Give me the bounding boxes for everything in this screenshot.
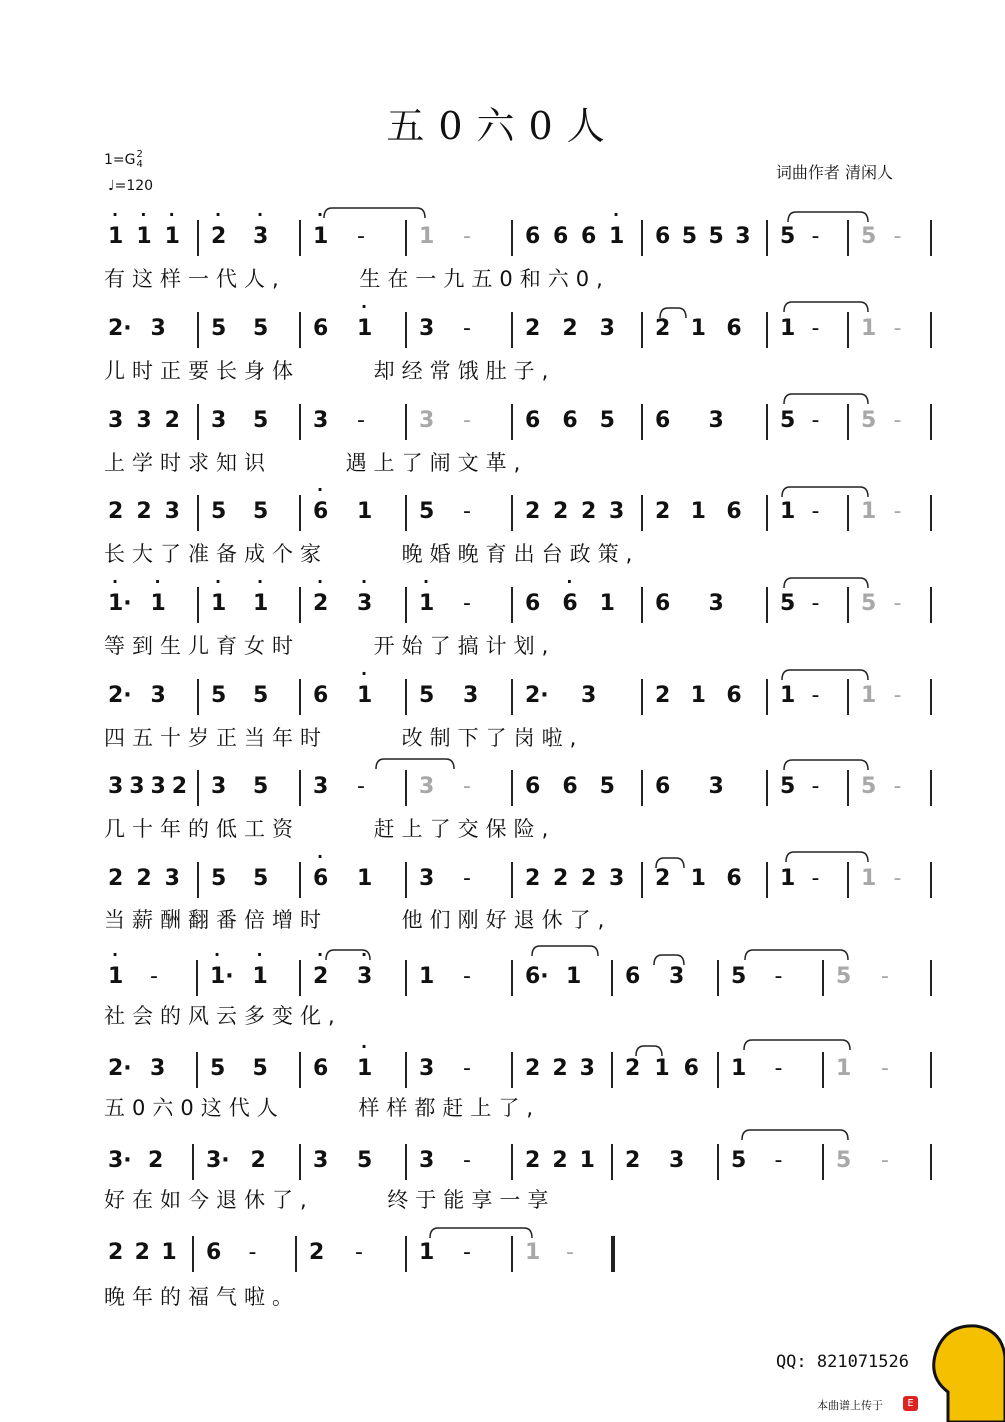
slur-arc bbox=[532, 946, 598, 956]
slur-arc bbox=[784, 578, 868, 588]
note: 5 bbox=[252, 1056, 268, 1081]
note: 2 bbox=[136, 499, 152, 524]
note: 3 bbox=[313, 408, 329, 433]
note: 2 bbox=[108, 1240, 124, 1265]
note: 1 bbox=[419, 964, 435, 989]
note: 6 bbox=[525, 224, 541, 249]
note: 5 bbox=[836, 964, 852, 989]
note: 5 bbox=[780, 774, 796, 799]
hold-dash: - bbox=[811, 499, 820, 524]
hold-dash: - bbox=[811, 866, 820, 891]
note: 6 bbox=[562, 408, 578, 433]
lyric-line: 晚年的福气啦。 bbox=[104, 1285, 300, 1309]
note: 2 bbox=[309, 1240, 325, 1265]
note: 3 bbox=[419, 774, 435, 799]
hold-dash: - bbox=[811, 774, 820, 799]
hold-dash: - bbox=[150, 964, 158, 989]
note: 6 bbox=[625, 964, 641, 989]
slur-arc bbox=[430, 1228, 532, 1238]
note: 2 bbox=[148, 1148, 164, 1173]
note: 5 bbox=[253, 774, 269, 799]
note: 1 bbox=[357, 1056, 373, 1081]
note: 2 bbox=[525, 1056, 541, 1081]
note: 5 bbox=[211, 316, 227, 341]
note: 1· bbox=[108, 591, 132, 616]
note: 6 bbox=[726, 683, 742, 708]
slur-arc bbox=[636, 1046, 662, 1056]
slur-arc bbox=[324, 208, 425, 218]
note: 6 bbox=[313, 866, 329, 891]
note: 1 bbox=[357, 683, 373, 708]
note: 2 bbox=[108, 499, 124, 524]
slur-arc bbox=[654, 955, 684, 965]
note: 6 bbox=[726, 499, 742, 524]
note: 2 bbox=[250, 1148, 266, 1173]
hold-dash: - bbox=[893, 866, 902, 891]
note: 3 bbox=[164, 866, 180, 891]
octave-dot-high: · bbox=[112, 945, 119, 964]
note: 1 bbox=[164, 224, 180, 249]
note: 1 bbox=[150, 591, 166, 616]
hold-dash: - bbox=[463, 1240, 471, 1265]
note: 3· bbox=[206, 1148, 230, 1173]
note: 3 bbox=[708, 408, 724, 433]
note: 3 bbox=[150, 683, 166, 708]
note: 5 bbox=[861, 408, 877, 433]
note: 1 bbox=[357, 316, 373, 341]
lyric-line: 有这样一代人, 生在一九五0和六0, bbox=[104, 267, 610, 291]
note: 3 bbox=[150, 1056, 166, 1081]
note: 5 bbox=[211, 499, 227, 524]
octave-dot-high: · bbox=[317, 205, 324, 224]
octave-dot-high: · bbox=[215, 572, 222, 591]
hold-dash: - bbox=[248, 1240, 257, 1265]
octave-dot-high: · bbox=[112, 205, 119, 224]
hold-dash: - bbox=[893, 774, 902, 799]
hold-dash: - bbox=[811, 408, 820, 433]
note: 5 bbox=[780, 224, 796, 249]
note: 6 bbox=[525, 408, 541, 433]
note: 3 bbox=[419, 866, 435, 891]
note: 6 bbox=[525, 591, 541, 616]
note: 3 bbox=[463, 683, 479, 708]
note: 2 bbox=[625, 1148, 641, 1173]
lyric-line: 几十年的低工资 赶上了交保险, bbox=[104, 817, 556, 841]
note: 5 bbox=[210, 1056, 226, 1081]
lyric-line: 长大了准备成个家 晚婚晚育出台政策, bbox=[104, 542, 640, 566]
lyric-line: 儿时正要长身体 却经常饿肚子, bbox=[104, 359, 556, 383]
mascot-head-icon bbox=[918, 1322, 1005, 1422]
note: 5 bbox=[357, 1148, 373, 1173]
note: 1 bbox=[599, 591, 615, 616]
time-sig-bottom: 4 bbox=[136, 159, 143, 170]
note: 1 bbox=[836, 1056, 852, 1081]
note: 3 bbox=[419, 1148, 435, 1173]
note: 3 bbox=[211, 408, 227, 433]
note: 2 bbox=[134, 1240, 150, 1265]
note: 2 bbox=[553, 866, 569, 891]
note: 3 bbox=[581, 683, 597, 708]
slur-arc bbox=[376, 759, 454, 769]
note: 1 bbox=[419, 1240, 435, 1265]
hold-dash: - bbox=[463, 866, 471, 891]
site-logo-icon: E bbox=[903, 1396, 918, 1411]
note: 6 bbox=[525, 774, 541, 799]
note: 3 bbox=[599, 316, 615, 341]
octave-dot-high: · bbox=[361, 297, 368, 316]
note: 1 bbox=[579, 1148, 595, 1173]
hold-dash: - bbox=[463, 224, 471, 249]
note: 2 bbox=[108, 866, 124, 891]
slur-arc bbox=[782, 487, 868, 497]
note: 6 bbox=[655, 224, 671, 249]
octave-dot-high: · bbox=[168, 205, 175, 224]
note: 5 bbox=[253, 408, 269, 433]
lyric-line: 好在如今退休了, 终于能享一享 bbox=[104, 1188, 556, 1212]
note: 2 bbox=[525, 866, 541, 891]
note: 2 bbox=[562, 316, 578, 341]
note: 1 bbox=[313, 224, 329, 249]
octave-dot-high: · bbox=[317, 480, 324, 499]
hold-dash: - bbox=[774, 1148, 783, 1173]
note: 5 bbox=[253, 866, 269, 891]
hold-dash: - bbox=[463, 1148, 471, 1173]
slur-arc bbox=[782, 670, 868, 680]
octave-dot-high: · bbox=[112, 572, 119, 591]
lyric-line: 等到生儿育女时 开始了搞计划, bbox=[104, 634, 556, 658]
hold-dash: - bbox=[881, 1056, 889, 1081]
note: 6 bbox=[562, 774, 578, 799]
note: 5 bbox=[253, 316, 269, 341]
note: 1 bbox=[419, 591, 435, 616]
slur-arc bbox=[784, 760, 868, 770]
note: 3 bbox=[419, 316, 435, 341]
note: 2 bbox=[136, 866, 152, 891]
note: 6 bbox=[655, 591, 671, 616]
hold-dash: - bbox=[463, 591, 471, 616]
hold-dash: - bbox=[463, 499, 471, 524]
note: 6 bbox=[655, 408, 671, 433]
note: 2 bbox=[313, 964, 329, 989]
note: 5 bbox=[836, 1148, 852, 1173]
note: 3 bbox=[211, 774, 227, 799]
slur-arc bbox=[784, 394, 868, 404]
note: 3 bbox=[313, 1148, 329, 1173]
note: 3 bbox=[313, 774, 329, 799]
note: 5 bbox=[731, 964, 747, 989]
hold-dash: - bbox=[357, 408, 365, 433]
hold-dash: - bbox=[811, 224, 820, 249]
lyric-line: 上学时求知识 遇上了闹文革, bbox=[104, 451, 528, 475]
note: 3 bbox=[708, 774, 724, 799]
note: 1 bbox=[780, 499, 796, 524]
note: 1 bbox=[861, 683, 877, 708]
note: 6 bbox=[726, 316, 742, 341]
note: 6 bbox=[655, 774, 671, 799]
octave-dot-high: · bbox=[317, 572, 324, 591]
note: 2 bbox=[211, 224, 227, 249]
note: 2 bbox=[655, 866, 671, 891]
note: 6 bbox=[726, 866, 742, 891]
note: 3 bbox=[708, 591, 724, 616]
octave-dot-high: · bbox=[361, 1037, 368, 1056]
note: 2 bbox=[625, 1056, 641, 1081]
note: 3 bbox=[253, 224, 269, 249]
note: 3 bbox=[150, 316, 166, 341]
note: 6· bbox=[525, 964, 549, 989]
octave-dot-high: · bbox=[361, 572, 368, 591]
key-text: 1=G bbox=[104, 152, 136, 168]
note: 6 bbox=[581, 224, 597, 249]
note: 3 bbox=[129, 774, 145, 799]
note: 1 bbox=[108, 224, 124, 249]
slur-arc bbox=[656, 858, 684, 868]
note: 1 bbox=[654, 1056, 670, 1081]
note: 2 bbox=[525, 1148, 541, 1173]
note: 2 bbox=[525, 499, 541, 524]
note: 3 bbox=[669, 964, 685, 989]
note: 1 bbox=[108, 964, 124, 989]
octave-dot-high: · bbox=[140, 205, 147, 224]
note: 1 bbox=[357, 499, 373, 524]
note: 3 bbox=[609, 499, 625, 524]
quarter-note-icon: ♩ bbox=[108, 178, 115, 194]
note: 2· bbox=[525, 683, 549, 708]
lyric-line: 五0六0这代人 样样都赶上了, bbox=[104, 1096, 541, 1120]
note: 6 bbox=[683, 1056, 699, 1081]
note: 5 bbox=[419, 683, 435, 708]
hold-dash: - bbox=[811, 316, 820, 341]
note: 6 bbox=[313, 316, 329, 341]
note: 5 bbox=[599, 408, 615, 433]
octave-dot-high: · bbox=[566, 572, 573, 591]
note: 1 bbox=[780, 316, 796, 341]
note: 2 bbox=[164, 408, 180, 433]
tempo-text: =120 bbox=[114, 178, 154, 194]
note: 2 bbox=[313, 591, 329, 616]
note: 1 bbox=[780, 683, 796, 708]
hold-dash: - bbox=[881, 964, 889, 989]
note: 1 bbox=[525, 1240, 541, 1265]
note: 5 bbox=[731, 1148, 747, 1173]
note: 1· bbox=[210, 964, 234, 989]
note: 2· bbox=[108, 683, 132, 708]
note: 3 bbox=[357, 591, 373, 616]
hold-dash: - bbox=[881, 1148, 889, 1173]
hold-dash: - bbox=[811, 683, 820, 708]
note: 5 bbox=[780, 591, 796, 616]
note: 5 bbox=[599, 774, 615, 799]
song-title: 五0六0人 bbox=[386, 104, 619, 148]
time-sig-top: 2 bbox=[136, 149, 143, 160]
note: 1 bbox=[161, 1240, 177, 1265]
octave-dot-high: · bbox=[361, 945, 368, 964]
note: 5 bbox=[681, 224, 698, 249]
note: 1 bbox=[731, 1056, 747, 1081]
hold-dash: - bbox=[893, 499, 902, 524]
hold-dash: - bbox=[463, 1056, 471, 1081]
note: 1 bbox=[566, 964, 582, 989]
hold-dash: - bbox=[355, 1240, 363, 1265]
hold-dash: - bbox=[893, 408, 902, 433]
note: 6 bbox=[562, 591, 578, 616]
hold-dash: - bbox=[566, 1240, 574, 1265]
hold-dash: - bbox=[463, 316, 471, 341]
note: 5 bbox=[780, 408, 796, 433]
slur-arc bbox=[742, 1130, 848, 1140]
note: 3 bbox=[735, 224, 751, 249]
octave-dot-high: · bbox=[154, 572, 161, 591]
note: 3 bbox=[150, 774, 166, 799]
slur-arc bbox=[786, 852, 868, 862]
octave-dot-high: · bbox=[361, 664, 368, 683]
note: 1 bbox=[861, 866, 877, 891]
octave-dot-high: · bbox=[256, 945, 263, 964]
octave-dot-high: · bbox=[257, 205, 264, 224]
note: 2 bbox=[171, 774, 188, 799]
note: 5 bbox=[708, 224, 724, 249]
note: 6 bbox=[313, 683, 329, 708]
octave-dot-high: · bbox=[423, 572, 430, 591]
note: 1 bbox=[861, 316, 877, 341]
note: 2 bbox=[552, 1148, 568, 1173]
hold-dash: - bbox=[463, 774, 471, 799]
note: 2· bbox=[108, 1056, 132, 1081]
octave-dot-high: · bbox=[317, 945, 324, 964]
note: 1 bbox=[252, 964, 268, 989]
slur-arc bbox=[326, 950, 370, 960]
composer-credit: 词曲作者 清闲人 bbox=[775, 163, 893, 182]
lyric-line: 社会的风云多变化, bbox=[104, 1004, 342, 1028]
note: 2· bbox=[108, 316, 132, 341]
note: 1 bbox=[690, 683, 706, 708]
octave-dot-high: · bbox=[613, 205, 620, 224]
octave-dot-high: · bbox=[214, 945, 221, 964]
note: 2 bbox=[552, 1056, 568, 1081]
note: 2 bbox=[655, 499, 671, 524]
note: 6 bbox=[553, 224, 569, 249]
hold-dash: - bbox=[893, 224, 902, 249]
note: 5 bbox=[253, 499, 269, 524]
note: 3 bbox=[164, 499, 180, 524]
note: 1 bbox=[609, 224, 625, 249]
note: 3 bbox=[136, 408, 152, 433]
note: 3 bbox=[108, 774, 124, 799]
note: 5 bbox=[861, 224, 877, 249]
note: 1 bbox=[861, 499, 877, 524]
note: 5 bbox=[419, 499, 435, 524]
note: 1 bbox=[690, 499, 706, 524]
note: 1 bbox=[780, 866, 796, 891]
note: 1 bbox=[690, 866, 706, 891]
note: 2 bbox=[581, 866, 597, 891]
hold-dash: - bbox=[357, 774, 365, 799]
note: 5 bbox=[253, 683, 269, 708]
hold-dash: - bbox=[463, 964, 471, 989]
slur-arc bbox=[784, 302, 868, 312]
qq-contact: QQ: 821071526 bbox=[775, 1352, 909, 1372]
note: 3 bbox=[579, 1056, 595, 1081]
note: 2 bbox=[581, 499, 597, 524]
note: 2 bbox=[553, 499, 569, 524]
note: 3 bbox=[609, 866, 625, 891]
note: 1 bbox=[211, 591, 227, 616]
note: 2 bbox=[655, 683, 671, 708]
note: 5 bbox=[211, 683, 227, 708]
note: 3 bbox=[357, 964, 373, 989]
slur-arc bbox=[745, 950, 848, 960]
note: 2 bbox=[525, 316, 541, 341]
octave-dot-high: · bbox=[257, 572, 264, 591]
hold-dash: - bbox=[774, 1056, 783, 1081]
note: 3 bbox=[419, 1056, 435, 1081]
slur-arc bbox=[744, 1040, 850, 1050]
hold-dash: - bbox=[774, 964, 783, 989]
note: 5 bbox=[861, 591, 877, 616]
note: 1 bbox=[253, 591, 269, 616]
note: 1 bbox=[357, 866, 373, 891]
hold-dash: - bbox=[893, 591, 902, 616]
note: 6 bbox=[313, 1056, 329, 1081]
hold-dash: - bbox=[893, 683, 902, 708]
note: 2 bbox=[655, 316, 671, 341]
lyric-line: 当薪酬翻番倍增时 他们刚好退休了, bbox=[104, 908, 612, 932]
slur-arc bbox=[788, 212, 868, 222]
hold-dash: - bbox=[811, 591, 820, 616]
note: 1 bbox=[690, 316, 706, 341]
hold-dash: - bbox=[893, 316, 902, 341]
note: 1 bbox=[419, 224, 435, 249]
hold-dash: - bbox=[357, 224, 365, 249]
slur-arc bbox=[660, 308, 686, 318]
hold-dash: - bbox=[463, 408, 471, 433]
lyric-line: 四五十岁正当年时 改制下了岗啦, bbox=[104, 726, 584, 750]
note: 3· bbox=[108, 1148, 132, 1173]
octave-dot-high: · bbox=[317, 847, 324, 866]
note: 3 bbox=[669, 1148, 685, 1173]
note: 5 bbox=[211, 866, 227, 891]
octave-dot-high: · bbox=[215, 205, 222, 224]
note: 3 bbox=[419, 408, 435, 433]
note: 1 bbox=[136, 224, 152, 249]
upload-note: 本曲谱上传于 bbox=[817, 1399, 883, 1412]
note: 5 bbox=[861, 774, 877, 799]
note: 6 bbox=[206, 1240, 222, 1265]
note: 6 bbox=[313, 499, 329, 524]
note: 3 bbox=[108, 408, 124, 433]
